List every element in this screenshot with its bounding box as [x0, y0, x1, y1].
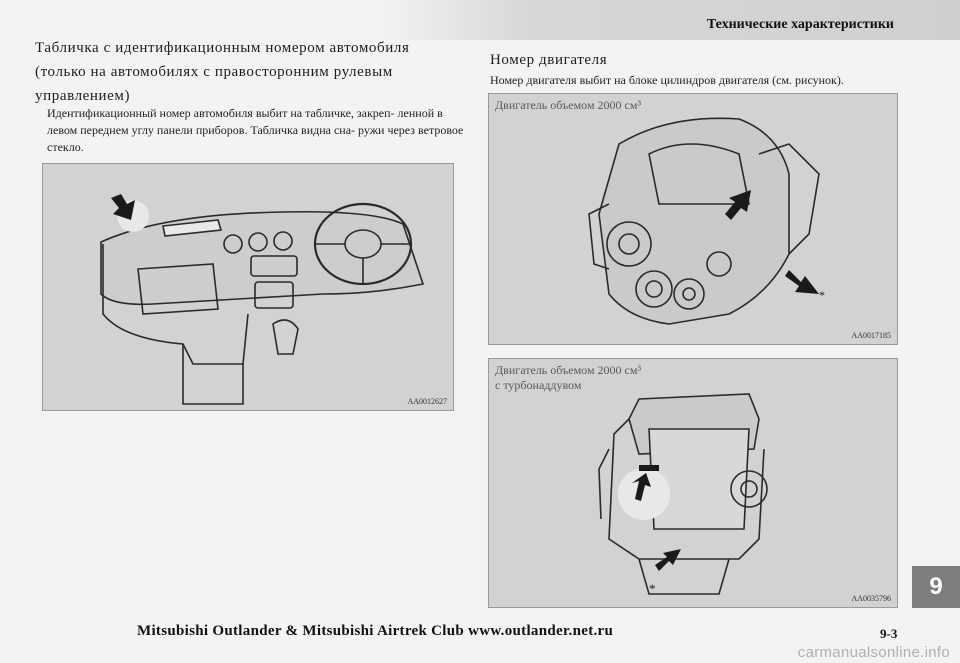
- page-header-title: Технические характеристики: [706, 17, 894, 32]
- figure-engine: [488, 93, 898, 345]
- figure-code: AA0035796: [851, 594, 891, 603]
- asterisk-marker: *: [819, 288, 825, 302]
- engine-illustration: [489, 94, 897, 344]
- page-number: 9-3: [880, 626, 898, 641]
- section-body-engine-number: Номер двигателя выбит на блоке цилиндров двигателя (см. рисунок).: [490, 73, 844, 87]
- figure-code: AA0012627: [407, 397, 447, 406]
- watermark: carmanualsonline.info: [797, 644, 950, 661]
- figure-turbo-engine: [488, 358, 898, 608]
- chapter-tab: 9: [912, 566, 960, 608]
- asterisk-marker: *: [649, 581, 656, 596]
- figure-caption: Двигатель объемом 2000 см³: [495, 98, 642, 112]
- turbo-engine-illustration: [489, 359, 897, 607]
- figure-caption-line2: с турбонаддувом: [495, 378, 582, 392]
- section-body-vin-plate: Идентификационный номер автомобиля выбит на табличке, закреп- ленной в левом переднем углу панели приборов. Табличка видна сна- ружи через ветровое стекло.: [47, 106, 464, 154]
- section-heading-engine-number: Номер двигателя: [490, 52, 608, 68]
- figure-dashboard: [42, 163, 454, 411]
- figure-caption-line1: Двигатель объемом 2000 см³: [495, 363, 642, 377]
- dashboard-illustration: [43, 164, 453, 410]
- figure-code: AA0017185: [851, 331, 891, 340]
- footer-site: Mitsubishi Outlander & Mitsubishi Airtrek Club www.outlander.net.ru: [137, 623, 614, 639]
- section-heading-vin-plate: Табличка с идентификационным номером автомобиля (только на автомобилях с правосторонним рулевым управлением): [35, 40, 410, 104]
